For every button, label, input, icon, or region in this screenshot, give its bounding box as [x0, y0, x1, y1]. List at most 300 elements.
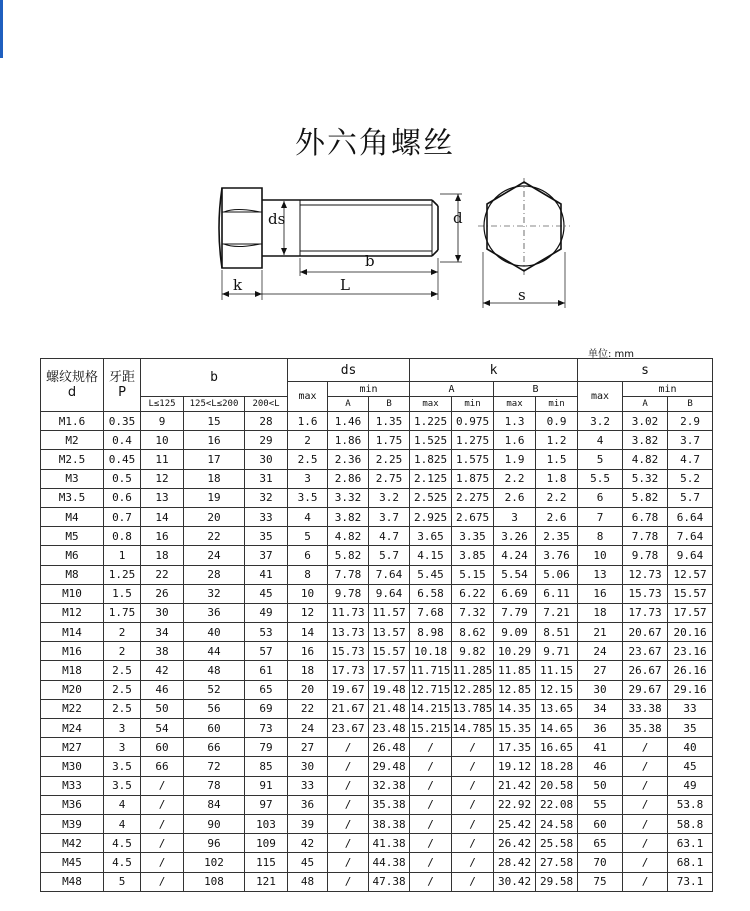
table-row [41, 431, 713, 450]
table-cell: 84 [184, 795, 245, 814]
table-cell: 1.5 [536, 450, 578, 469]
table-cell: 65 [245, 680, 288, 699]
table-cell: 20.67 [623, 623, 668, 642]
table-cell: 42 [288, 834, 328, 853]
table-cell: 6.22 [452, 584, 494, 603]
table-cell: 68.1 [668, 853, 713, 872]
table-row [41, 680, 713, 699]
table-cell: 6.64 [668, 507, 713, 526]
table-cell: 32.38 [369, 776, 410, 795]
table-cell: / [328, 814, 369, 833]
table-cell: 1.225 [410, 412, 452, 431]
table-cell: 13.73 [328, 623, 369, 642]
table-cell: 7.78 [328, 565, 369, 584]
table-cell: 5 [288, 527, 328, 546]
table-cell: / [328, 853, 369, 872]
table-cell: 18 [141, 546, 184, 565]
table-row [41, 872, 713, 891]
table-cell: 17.73 [328, 661, 369, 680]
accent-bar [0, 0, 3, 58]
table-cell: 27.58 [536, 853, 578, 872]
table-cell: 29 [245, 431, 288, 450]
table-cell: 23.48 [369, 719, 410, 738]
table-cell: M3.5 [41, 488, 104, 507]
table-cell: 5.06 [536, 565, 578, 584]
table-cell: 1.275 [452, 431, 494, 450]
table-cell: 7.79 [494, 603, 536, 622]
table-cell: 35.38 [369, 795, 410, 814]
table-cell: 7.78 [623, 527, 668, 546]
table-cell: 3.7 [369, 507, 410, 526]
table-cell: / [141, 872, 184, 891]
table-cell: 7.64 [668, 527, 713, 546]
table-cell: 20 [288, 680, 328, 699]
label-d: d [453, 209, 463, 227]
table-cell: 11.285 [452, 661, 494, 680]
table-cell: 1 [104, 546, 141, 565]
table-cell: M14 [41, 623, 104, 642]
table-cell: 13 [578, 565, 623, 584]
header-spec [41, 359, 104, 412]
table-cell: 19.12 [494, 757, 536, 776]
table-cell: 2.525 [410, 488, 452, 507]
table-cell: 22.08 [536, 795, 578, 814]
table-cell: 8 [578, 527, 623, 546]
table-cell: 40 [184, 623, 245, 642]
table-cell: 16 [184, 431, 245, 450]
table-cell: / [141, 795, 184, 814]
table-cell: 11 [141, 450, 184, 469]
table-cell: 7.21 [536, 603, 578, 622]
table-cell: 36 [184, 603, 245, 622]
table-cell: 90 [184, 814, 245, 833]
table-cell: 34 [578, 699, 623, 718]
table-row [41, 757, 713, 776]
table-cell: 115 [245, 853, 288, 872]
table-cell: 33.38 [623, 699, 668, 718]
table-cell: 14.65 [536, 719, 578, 738]
table-cell: 1.825 [410, 450, 452, 469]
table-cell: / [452, 814, 494, 833]
table-cell: 50 [141, 699, 184, 718]
table-cell: 20.16 [668, 623, 713, 642]
table-cell: 49 [668, 776, 713, 795]
table-cell: / [328, 776, 369, 795]
table-cell: 16 [578, 584, 623, 603]
table-cell: 26.48 [369, 738, 410, 757]
table-cell: 2 [104, 642, 141, 661]
table-cell: 3.2 [369, 488, 410, 507]
table-cell: 38 [141, 642, 184, 661]
table-cell: 9.78 [328, 584, 369, 603]
table-cell: M22 [41, 699, 104, 718]
table-cell: 73.1 [668, 872, 713, 891]
table-cell: 3.02 [623, 412, 668, 431]
table-cell: 7.64 [369, 565, 410, 584]
header-b: b [141, 359, 288, 397]
table-cell: 22 [141, 565, 184, 584]
header-s-max: max [578, 382, 623, 412]
table-cell: 19.67 [328, 680, 369, 699]
table-cell: 22.92 [494, 795, 536, 814]
table-cell: 6.78 [623, 507, 668, 526]
table-cell: 3.26 [494, 527, 536, 546]
table-cell: 0.35 [104, 412, 141, 431]
table-cell: 12.57 [668, 565, 713, 584]
table-cell: 0.7 [104, 507, 141, 526]
table-cell: 5 [578, 450, 623, 469]
header-s-min-a: A [623, 397, 668, 412]
table-cell: 97 [245, 795, 288, 814]
table-cell: / [141, 814, 184, 833]
table-cell: 0.6 [104, 488, 141, 507]
table-cell: 44 [184, 642, 245, 661]
table-cell: 26.42 [494, 834, 536, 853]
table-cell: / [410, 795, 452, 814]
table-cell: 61 [245, 661, 288, 680]
table-cell: 3.5 [104, 776, 141, 795]
table-cell: 21 [578, 623, 623, 642]
table-cell: 7.68 [410, 603, 452, 622]
table-cell: 30 [245, 450, 288, 469]
table-cell: 3.7 [668, 431, 713, 450]
table-cell: 35 [245, 527, 288, 546]
table-cell: / [452, 853, 494, 872]
table-cell: 2.35 [536, 527, 578, 546]
table-row [41, 834, 713, 853]
table-cell: 5.7 [369, 546, 410, 565]
table-cell: 4 [104, 795, 141, 814]
table-cell: 4 [578, 431, 623, 450]
table-cell: 4.7 [369, 527, 410, 546]
table-cell: 34 [141, 623, 184, 642]
header-k-a-min: min [452, 397, 494, 412]
table-cell: 11.715 [410, 661, 452, 680]
table-cell: M3 [41, 469, 104, 488]
label-ds: ds [268, 210, 286, 228]
header-k-b-max: max [494, 397, 536, 412]
table-cell: 13.57 [369, 623, 410, 642]
table-cell: 11.15 [536, 661, 578, 680]
table-cell: 3 [104, 738, 141, 757]
header-ds: ds [288, 359, 410, 382]
table-cell: 5.82 [328, 546, 369, 565]
table-cell: 11.85 [494, 661, 536, 680]
table-cell: / [623, 757, 668, 776]
table-cell: 36 [578, 719, 623, 738]
table-cell: 3.5 [288, 488, 328, 507]
table-cell: 33 [245, 507, 288, 526]
table-cell: 12.85 [494, 680, 536, 699]
table-cell: / [141, 776, 184, 795]
table-cell: 47.38 [369, 872, 410, 891]
table-cell: 10 [578, 546, 623, 565]
table-cell: 1.9 [494, 450, 536, 469]
table-cell: 66 [184, 738, 245, 757]
table-cell: 9.82 [452, 642, 494, 661]
table-cell: M16 [41, 642, 104, 661]
table-cell: / [410, 853, 452, 872]
table-cell: 1.6 [288, 412, 328, 431]
table-cell: / [452, 872, 494, 891]
table-cell: M30 [41, 757, 104, 776]
header-ds-min-b: B [369, 397, 410, 412]
table-cell: 96 [184, 834, 245, 853]
table-cell: 31 [245, 469, 288, 488]
table-cell: 58.8 [668, 814, 713, 833]
table-cell: 9.64 [369, 584, 410, 603]
table-cell: 9.64 [668, 546, 713, 565]
table-cell: 5.5 [578, 469, 623, 488]
table-cell: 5.7 [668, 488, 713, 507]
table-cell: 15.57 [369, 642, 410, 661]
table-cell: 78 [184, 776, 245, 795]
table-cell: 72 [184, 757, 245, 776]
header-b-short: L≤125 [141, 397, 184, 412]
table-cell: 2.275 [452, 488, 494, 507]
header-pitch-symbol: P [118, 385, 126, 400]
table-cell: 13.785 [452, 699, 494, 718]
table-cell: M36 [41, 795, 104, 814]
table-cell: M8 [41, 565, 104, 584]
table-cell: 4.5 [104, 853, 141, 872]
table-cell: 60 [141, 738, 184, 757]
spec-table-body [41, 412, 713, 892]
table-cell: 1.575 [452, 450, 494, 469]
table-cell: 14.785 [452, 719, 494, 738]
table-cell: 3.32 [328, 488, 369, 507]
table-row [41, 776, 713, 795]
table-cell: 26 [141, 584, 184, 603]
table-row [41, 565, 713, 584]
table-cell: 4.82 [328, 527, 369, 546]
table-cell: / [623, 834, 668, 853]
table-cell: 1.46 [328, 412, 369, 431]
table-cell: / [410, 757, 452, 776]
table-cell: M2.5 [41, 450, 104, 469]
table-cell: 3.35 [452, 527, 494, 546]
header-spec-symbol: d [67, 385, 77, 400]
table-cell: 27 [578, 661, 623, 680]
table-cell: 46 [141, 680, 184, 699]
table-cell: 45 [245, 584, 288, 603]
table-cell: M48 [41, 872, 104, 891]
table-cell: / [410, 872, 452, 891]
table-cell: 29.67 [623, 680, 668, 699]
table-cell: 5.15 [452, 565, 494, 584]
table-cell: 15 [184, 412, 245, 431]
table-cell: 11.57 [369, 603, 410, 622]
table-cell: 37 [245, 546, 288, 565]
table-cell: 2.6 [494, 488, 536, 507]
table-cell: 5.32 [623, 469, 668, 488]
table-cell: 17.57 [668, 603, 713, 622]
table-cell: 60 [184, 719, 245, 738]
table-cell: 53 [245, 623, 288, 642]
table-cell: 4.7 [668, 450, 713, 469]
table-cell: 9.78 [623, 546, 668, 565]
table-cell: M42 [41, 834, 104, 853]
header-pitch-label: 牙距 [108, 370, 135, 385]
header-ds-min-a: A [328, 397, 369, 412]
table-row [41, 469, 713, 488]
table-cell: 13 [141, 488, 184, 507]
table-cell: M2 [41, 431, 104, 450]
table-row [41, 795, 713, 814]
table-cell: / [141, 834, 184, 853]
table-cell: 19 [184, 488, 245, 507]
table-cell: / [623, 738, 668, 757]
table-cell: 1.6 [494, 431, 536, 450]
table-cell: 36 [288, 795, 328, 814]
table-cell: 4 [104, 814, 141, 833]
table-row [41, 546, 713, 565]
table-cell: 23.16 [668, 642, 713, 661]
table-cell: 38.38 [369, 814, 410, 833]
table-cell: 5.2 [668, 469, 713, 488]
table-cell: 57 [245, 642, 288, 661]
table-cell: 24 [184, 546, 245, 565]
table-cell: 10 [288, 584, 328, 603]
table-cell: 35 [668, 719, 713, 738]
table-cell: M12 [41, 603, 104, 622]
table-cell: 16 [288, 642, 328, 661]
table-cell: / [623, 795, 668, 814]
table-cell: 35.38 [623, 719, 668, 738]
table-row [41, 584, 713, 603]
table-cell: 17.35 [494, 738, 536, 757]
table-cell: 103 [245, 814, 288, 833]
table-cell: 9 [141, 412, 184, 431]
label-L: L [340, 276, 350, 294]
table-cell: 91 [245, 776, 288, 795]
table-cell: 22 [184, 527, 245, 546]
table-cell: 0.5 [104, 469, 141, 488]
table-cell: 15.35 [494, 719, 536, 738]
table-cell: 50 [578, 776, 623, 795]
table-cell: M39 [41, 814, 104, 833]
table-cell: 6 [288, 546, 328, 565]
table-cell: 45 [288, 853, 328, 872]
table-cell: 19.48 [369, 680, 410, 699]
table-cell: 13.65 [536, 699, 578, 718]
table-cell: 1.2 [536, 431, 578, 450]
table-cell: 5 [104, 872, 141, 891]
table-cell: 9.71 [536, 642, 578, 661]
table-cell: 2.75 [369, 469, 410, 488]
table-cell: 9.09 [494, 623, 536, 642]
table-cell: 41.38 [369, 834, 410, 853]
table-cell: 39 [288, 814, 328, 833]
header-b-long: 200<L [245, 397, 288, 412]
table-cell: 0.45 [104, 450, 141, 469]
table-cell: 18 [184, 469, 245, 488]
table-cell: / [410, 814, 452, 833]
table-cell: 63.1 [668, 834, 713, 853]
table-cell: 15.73 [328, 642, 369, 661]
table-cell: 3 [288, 469, 328, 488]
table-cell: / [623, 872, 668, 891]
table-cell: 12.73 [623, 565, 668, 584]
table-row [41, 699, 713, 718]
table-cell: 3.82 [623, 431, 668, 450]
table-cell: 6.58 [410, 584, 452, 603]
table-cell: 14.35 [494, 699, 536, 718]
table-cell: 1.8 [536, 469, 578, 488]
table-row [41, 642, 713, 661]
table-cell: 16.65 [536, 738, 578, 757]
table-cell: 2.675 [452, 507, 494, 526]
table-cell: 1.875 [452, 469, 494, 488]
table-cell: 108 [184, 872, 245, 891]
table-cell: 21.67 [328, 699, 369, 718]
table-cell: 12.15 [536, 680, 578, 699]
table-cell: 23.67 [328, 719, 369, 738]
table-cell: 2.6 [536, 507, 578, 526]
table-cell: 6.11 [536, 584, 578, 603]
table-cell: 30 [288, 757, 328, 776]
table-cell: 22 [288, 699, 328, 718]
table-cell: 7 [578, 507, 623, 526]
table-cell: 0.975 [452, 412, 494, 431]
table-cell: M27 [41, 738, 104, 757]
table-cell: 18.28 [536, 757, 578, 776]
table-cell: 30 [578, 680, 623, 699]
table-cell: 33 [288, 776, 328, 795]
table-cell: 8.98 [410, 623, 452, 642]
table-cell: 2.9 [668, 412, 713, 431]
label-s: s [518, 286, 526, 304]
table-cell: 0.9 [536, 412, 578, 431]
table-cell: 20 [184, 507, 245, 526]
table-cell: M6 [41, 546, 104, 565]
table-cell: 3 [494, 507, 536, 526]
table-cell: 28 [184, 565, 245, 584]
table-cell: 1.75 [369, 431, 410, 450]
table-cell: 65 [578, 834, 623, 853]
table-cell: 15.73 [623, 584, 668, 603]
table-cell: 29.58 [536, 872, 578, 891]
table-cell: 52 [184, 680, 245, 699]
table-cell: 55 [578, 795, 623, 814]
header-k-b-min: min [536, 397, 578, 412]
table-cell: 1.525 [410, 431, 452, 450]
table-cell: 0.4 [104, 431, 141, 450]
table-cell: 69 [245, 699, 288, 718]
table-cell: 33 [668, 699, 713, 718]
table-cell: 28 [245, 412, 288, 431]
header-s: s [578, 359, 713, 382]
table-cell: 66 [141, 757, 184, 776]
table-row [41, 527, 713, 546]
table-cell: 2.5 [104, 680, 141, 699]
header-ds-max: max [288, 382, 328, 412]
table-cell: 44.38 [369, 853, 410, 872]
table-cell: 1.75 [104, 603, 141, 622]
table-cell: 46 [578, 757, 623, 776]
table-cell: 24 [288, 719, 328, 738]
table-cell: / [141, 853, 184, 872]
table-cell: 4.15 [410, 546, 452, 565]
table-cell: M20 [41, 680, 104, 699]
table-cell: / [410, 738, 452, 757]
table-cell: / [452, 795, 494, 814]
table-cell: 49 [245, 603, 288, 622]
table-cell: 26.67 [623, 661, 668, 680]
table-cell: 5.82 [623, 488, 668, 507]
header-s-min: min [623, 382, 713, 397]
table-cell: 1.3 [494, 412, 536, 431]
